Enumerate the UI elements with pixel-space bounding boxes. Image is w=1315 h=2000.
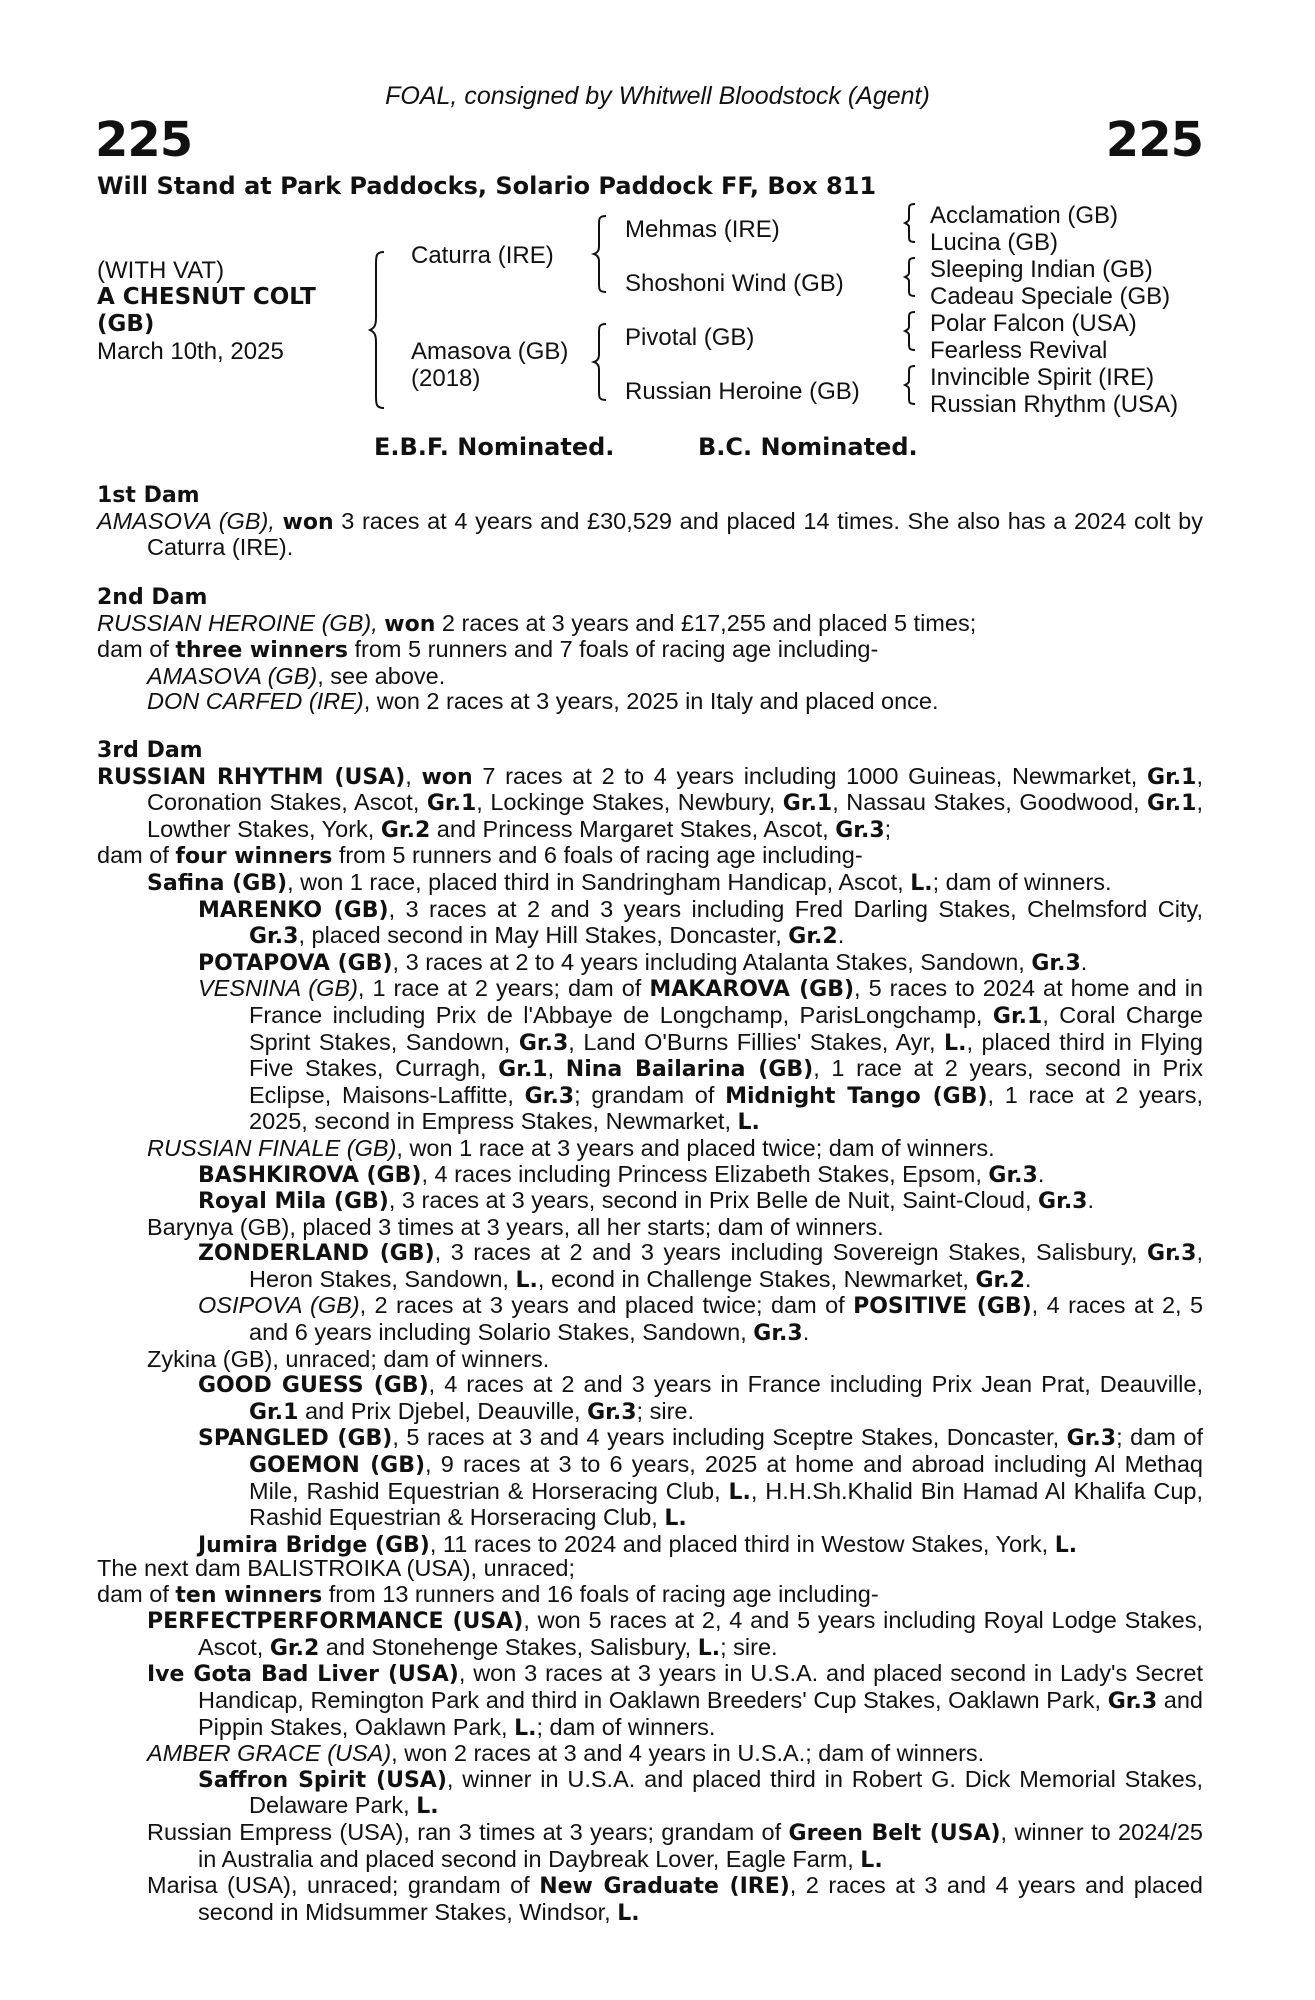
horse-name: A CHESNUT COLT [97, 284, 316, 310]
text-run: , 1 race at 2 years, 2025, second in Empress Stakes, Newmarket, [249, 1081, 1204, 1135]
text-run: 3 races at 4 years and £30,529 and placed 14 times. She also has a 2024 colt by Caturra (IRE). [147, 507, 1203, 561]
text-run: Barynya (GB), placed 3 times at 3 years, all her starts; dam of winners. [147, 1213, 884, 1240]
text-run: Zykina (GB), unraced; dam of winners. [147, 1345, 550, 1372]
bold-text: Gr.3 [1038, 1189, 1088, 1215]
bold-text: Gr.2 [975, 1267, 1025, 1293]
bold-text: L. [664, 1506, 687, 1532]
pedigree-bracket-g3 [903, 310, 919, 352]
text-run: , 3 races at 3 years, second in Prix Belle de Nuit, Saint-Cloud, [388, 1187, 1039, 1214]
ancestor-1: Acclamation (GB) [930, 202, 1119, 229]
produce-saffron-spirit [97, 1767, 1203, 1820]
produce-marenko [97, 897, 1203, 950]
text-run: . [1087, 1187, 1095, 1214]
second-dam-section [97, 585, 1203, 715]
first-dam-record [97, 509, 1203, 561]
bold-text: Gr.1 [1147, 764, 1197, 790]
bold-text: New Graduate (IRE) [539, 1874, 790, 1900]
bold-text: Green Belt (USA) [788, 1820, 1001, 1846]
bold-text: Royal Mila (GB) [198, 1189, 389, 1215]
bold-text: Gr.3 [1147, 1241, 1197, 1267]
bold-text: GOEMON (GB) [249, 1453, 426, 1479]
text-run: , 3 races at 2 to 4 years including Atalanta Stakes, Sandown, [392, 948, 1032, 975]
produce-bashkirova [97, 1162, 1203, 1189]
text-run: , Land O'Burns Fillies' Stakes, Ayr, [568, 1028, 945, 1055]
text-run: ; dam of [1116, 1424, 1203, 1451]
text-run: , 3 races at 2 and 3 years including Fred Darling Stakes, Chelmsford City, [388, 895, 1203, 922]
text-run: , Coral Charge Sprint Stakes, Sandown, [249, 1001, 1203, 1055]
text-run: , Lowther Stakes, York, [147, 789, 1203, 842]
text-run: The next dam BALISTROIKA (USA), unraced; [97, 1555, 576, 1581]
bold-text: POTAPOVA (GB) [198, 950, 393, 976]
produce-russian-empress [97, 1820, 1203, 1873]
bold-text: Gr.1 [426, 791, 477, 817]
text-run: , won 3 races at 3 years in U.S.A. and placed second in Lady's Secret Handicap, Remington Park and third in Oaklawn Breeders' Cup Stakes, Oaklawn Park, [198, 1660, 1203, 1713]
ancestor-5: Polar Falcon (USA) [930, 310, 1137, 337]
text-run: , H.H.Sh.Khalid Bin Hamad Al Khalifa Cup, Rashid Equestrian & Horseracing Club, [249, 1477, 1203, 1531]
bold-text: PERFECTPERFORMANCE (USA) [147, 1609, 524, 1635]
text-run: , Heron Stakes, Sandown, [249, 1239, 1203, 1292]
text-run: , see above. [317, 662, 446, 689]
text-run: , 1 race at 2 years, second in Prix Eclipse, Maisons-Laffitte, [249, 1055, 1203, 1108]
bold-text: Gr.3 [1031, 950, 1081, 976]
bold-text: Gr.3 [988, 1162, 1038, 1188]
pedigree-bracket-sire [592, 214, 610, 294]
text-run: , [405, 762, 422, 789]
bold-text: L. [860, 1847, 883, 1873]
bold-text: GOOD GUESS (GB) [198, 1373, 429, 1399]
pedigree-bracket-main [368, 250, 388, 410]
second-dam-produce-2 [97, 689, 1203, 715]
text-run: , econd in Challenge Stakes, Newmarket, [537, 1265, 976, 1292]
bold-text: L. [514, 1715, 537, 1741]
dam-dam: Russian Heroine (GB) [625, 378, 860, 405]
bold-text: Gr.3 [524, 1083, 575, 1109]
produce-potapova [97, 950, 1203, 977]
text-run: , 11 races to 2024 and placed third in Westow Stakes, York, [429, 1530, 1055, 1557]
first-dam-heading: 1st Dam [97, 483, 200, 508]
text-run: . [1024, 1265, 1032, 1292]
text-run: Russian Empress (USA), ran 3 times at 3 years; grandam of [147, 1818, 789, 1845]
produce-ive-gota-bad-liver [97, 1661, 1203, 1741]
lot-number-right: 225 [1105, 112, 1203, 168]
text-run: 2 races at 3 years and £17,255 and placed 5 times; [435, 609, 977, 636]
bold-text: Gr.3 [1107, 1688, 1158, 1714]
text-run: ; grandam of [574, 1081, 726, 1108]
text-run: . [837, 922, 845, 949]
text-run: ; dam of winners. [932, 868, 1112, 895]
text-run: dam of [97, 1580, 176, 1607]
bold-text: Gr.2 [269, 1635, 320, 1661]
text-run: ; sire. [720, 1633, 778, 1660]
produce-perfectperformance [97, 1608, 1203, 1661]
bold-text: L. [697, 1635, 721, 1661]
text-run: , Coronation Stakes, Ascot, [147, 762, 1203, 816]
text-run: from 5 runners and 7 foals of racing age including- [347, 636, 879, 663]
text-run: and Stonehenge Stakes, Salisbury, [319, 1633, 698, 1660]
text-run: , 1 race at 2 years; dam of [357, 975, 650, 1002]
bold-text: Gr.2 [788, 924, 838, 950]
pedigree-bracket-dam [592, 322, 610, 402]
bold-text: three winners [175, 638, 348, 664]
text-run: Marisa (USA), unraced; grandam of [147, 1872, 540, 1899]
text-run: ; sire. [636, 1397, 695, 1424]
bold-text: Gr.3 [518, 1030, 569, 1056]
text-run: , 5 races at 3 and 4 years including Sceptre Stakes, Doncaster, [392, 1424, 1067, 1451]
pedigree-bracket-g1 [903, 202, 919, 244]
text-run: from 5 runners and 6 foals of racing age including- [332, 842, 863, 869]
text-run: , won 5 races at 2, 4 and 5 years including Royal Lodge Stakes, Ascot, [198, 1607, 1203, 1660]
produce-vesnina [97, 976, 1203, 1136]
bold-text: Gr.1 [782, 791, 833, 817]
produce-osipova [97, 1293, 1203, 1346]
text-run [275, 508, 283, 534]
produce-russian-finale [97, 1136, 1203, 1162]
second-dam-produce-1 [97, 664, 1203, 690]
vat-label: (WITH VAT) [97, 257, 225, 284]
text-run: . [802, 1319, 810, 1346]
lot-number-left: 225 [95, 112, 193, 168]
third-dam-record [97, 764, 1203, 844]
text-run: , 9 races at 3 to 6 years, 2025 at home and abroad including Al Methaq Mile, Rashid Equestrian & Horseracing Club, [249, 1451, 1203, 1504]
bold-text: Ive Gota Bad Liver (USA) [147, 1662, 459, 1688]
bold-text: MARENKO (GB) [198, 897, 389, 923]
bold-text: ZONDERLAND (GB) [198, 1241, 435, 1267]
text-run: , won 2 races at 3 years, 2025 in Italy and placed once. [363, 688, 939, 715]
text-run: , 2 races at 3 years and placed twice; dam of [359, 1292, 854, 1319]
dam-year: (2018) [411, 365, 481, 392]
ancestor-3: Sleeping Indian (GB) [930, 256, 1153, 283]
bold-text: ten winners [175, 1582, 323, 1608]
text-run: , 4 races at 2 and 3 years in France including Prix Jean Prat, Deauville, [428, 1371, 1203, 1398]
bold-text: POSITIVE (GB) [853, 1294, 1032, 1320]
text-run: . [1080, 948, 1088, 975]
text-run: from 13 runners and 16 foals of racing age including- [322, 1580, 879, 1607]
ancestor-7: Invincible Spirit (IRE) [930, 364, 1155, 391]
bold-text: L. [416, 1794, 439, 1820]
third-dam-section [97, 738, 1203, 1558]
first-dam-section [97, 483, 1203, 561]
text-run: ; dam of winners. [536, 1713, 716, 1740]
pedigree-bracket-g2 [903, 256, 919, 298]
italic-text: DON CARFED (IRE) [147, 688, 364, 715]
text-run: and Pippin Stakes, Oaklawn Park, [198, 1686, 1203, 1740]
bold-text: Nina Bailarina (GB) [565, 1057, 814, 1083]
italic-text: RUSSIAN FINALE (GB) [147, 1134, 397, 1161]
produce-barynya [97, 1215, 1203, 1241]
produce-zykina [97, 1347, 1203, 1373]
pedigree-bracket-g4 [903, 364, 919, 406]
produce-safina [97, 870, 1203, 897]
ancestor-6: Fearless Revival [930, 337, 1108, 364]
italic-text: AMASOVA (GB), [97, 507, 275, 534]
produce-royal-mila [97, 1188, 1203, 1215]
ebf-nomination: E.B.F. Nominated. [374, 433, 615, 461]
bold-text: L. [515, 1267, 538, 1293]
bold-text: Gr.1 [498, 1057, 548, 1083]
dam-name: Amasova (GB) [411, 338, 569, 365]
produce-zonderland [97, 1240, 1203, 1293]
ancestor-2: Lucina (GB) [930, 229, 1059, 256]
text-run: , placed second in May Hill Stakes, Doncaster, [298, 922, 789, 949]
bold-text: Gr.2 [380, 817, 431, 843]
bold-text: BASHKIROVA (GB) [198, 1162, 422, 1188]
produce-amber-grace [97, 1741, 1203, 1767]
second-dam-record [97, 611, 1203, 638]
bold-text: Gr.1 [249, 1399, 299, 1425]
sire-name: Caturra (IRE) [411, 242, 554, 269]
bold-text: Gr.3 [249, 924, 299, 950]
text-run: , 5 races to 2024 at home and in France including Prix de l'Abbaye de Longchamp, ParisLongchamp, [249, 975, 1203, 1028]
bold-text: Midnight Tango (GB) [725, 1083, 988, 1109]
bold-text: Gr.3 [753, 1321, 803, 1347]
text-run: , winner to 2024/25 in Australia and placed second in Daybreak Lover, Eagle Farm, [198, 1818, 1203, 1872]
produce-spangled [97, 1425, 1203, 1531]
bold-text: Gr.3 [1066, 1426, 1117, 1452]
bold-text: won [384, 611, 436, 637]
text-run: , placed third in Flying Five Stakes, Curragh, [249, 1028, 1203, 1082]
text-run: , won 1 race, placed third in Sandringham Handicap, Ascot, [287, 868, 911, 895]
text-run: , Nassau Stakes, Goodwood, [832, 789, 1148, 816]
next-dam-section [97, 1556, 1203, 1926]
italic-text: RUSSIAN HEROINE (GB), [97, 609, 378, 636]
bold-text: L. [944, 1030, 967, 1056]
bold-text: Gr.1 [1147, 791, 1197, 817]
bold-text: won [282, 509, 334, 535]
text-run: , 3 races at 2 and 3 years including Sovereign Stakes, Salisbury, [434, 1239, 1148, 1266]
second-dam-heading: 2nd Dam [97, 585, 208, 610]
text-run: , [547, 1055, 566, 1082]
text-run: , 4 races including Princess Elizabeth Stakes, Epsom, [421, 1160, 989, 1187]
next-dam-intro [97, 1556, 1203, 1582]
text-run: , won 2 races at 3 and 4 years in U.S.A.; dam of winners. [391, 1740, 985, 1767]
text-run: , 2 races at 3 and 4 years and placed second in Midsummer Stakes, Windsor, [198, 1872, 1203, 1925]
bold-text: L. [728, 1479, 751, 1505]
text-run: ; [884, 815, 892, 842]
italic-text: OSIPOVA (GB) [198, 1292, 360, 1319]
bold-text: Gr.3 [587, 1399, 637, 1425]
italic-text: AMBER GRACE (USA) [147, 1740, 392, 1767]
text-run: , 4 races at 2, 5 and 6 years including Solario Stakes, Sandown, [249, 1292, 1204, 1346]
next-dam-produce-summary [97, 1582, 1203, 1609]
bold-text: Jumira Bridge (GB) [198, 1532, 430, 1558]
bold-text: SPANGLED (GB) [198, 1426, 393, 1452]
stand-location: Will Stand at Park Paddocks, Solario Paddock FF, Box 811 [97, 172, 877, 200]
italic-text: VESNINA (GB) [198, 975, 358, 1002]
text-run: , winner in U.S.A. and placed third in Robert G. Dick Memorial Stakes, Delaware Park, [249, 1765, 1203, 1819]
produce-marisa [97, 1873, 1203, 1926]
foaling-date: March 10th, 2025 [97, 338, 284, 365]
ancestor-8: Russian Rhythm (USA) [930, 391, 1179, 418]
second-dam-produce-summary [97, 637, 1203, 664]
bold-text: MAKAROVA (GB) [649, 977, 855, 1003]
text-run: 7 races at 2 to 4 years including 1000 Guineas, Newmarket, [472, 762, 1148, 789]
ancestor-4: Cadeau Speciale (GB) [930, 283, 1171, 310]
bold-text: L. [910, 870, 933, 896]
bold-text: four winners [175, 844, 333, 870]
text-run: . [1037, 1160, 1045, 1187]
sire-sire: Mehmas (IRE) [625, 216, 780, 243]
text-run: , Lockinge Stakes, Newbury, [476, 789, 783, 816]
bold-text: L. [737, 1110, 760, 1136]
bold-text: won [421, 764, 473, 790]
dam-sire: Pivotal (GB) [625, 324, 755, 351]
bold-text: Gr.1 [992, 1003, 1043, 1029]
italic-text: AMASOVA (GB) [147, 662, 318, 689]
sire-dam: Shoshoni Wind (GB) [625, 270, 844, 297]
text-run: and Princess Margaret Stakes, Ascot, [430, 815, 836, 842]
produce-good-guess [97, 1372, 1203, 1425]
bold-text: RUSSIAN RHYTHM (USA) [97, 764, 406, 790]
bold-text: L. [617, 1900, 640, 1926]
horse-name-suffix: (GB) [97, 311, 155, 337]
text-run: , won 1 race at 3 years and placed twice; dam of winners. [396, 1134, 995, 1161]
consignment-line: FOAL, consigned by Whitwell Bloodstock (Agent) [385, 82, 930, 110]
third-dam-heading: 3rd Dam [97, 738, 203, 763]
text-run: and Prix Djebel, Deauville, [298, 1397, 588, 1424]
bold-text: Gr.3 [835, 817, 885, 843]
third-dam-produce-summary [97, 843, 1203, 870]
bc-nomination: B.C. Nominated. [698, 433, 918, 461]
text-run: dam of [97, 636, 176, 663]
bold-text: Safina (GB) [147, 870, 288, 896]
bold-text: Saffron Spirit (USA) [198, 1767, 447, 1793]
bold-text: L. [1054, 1532, 1078, 1558]
text-run: dam of [97, 842, 176, 869]
